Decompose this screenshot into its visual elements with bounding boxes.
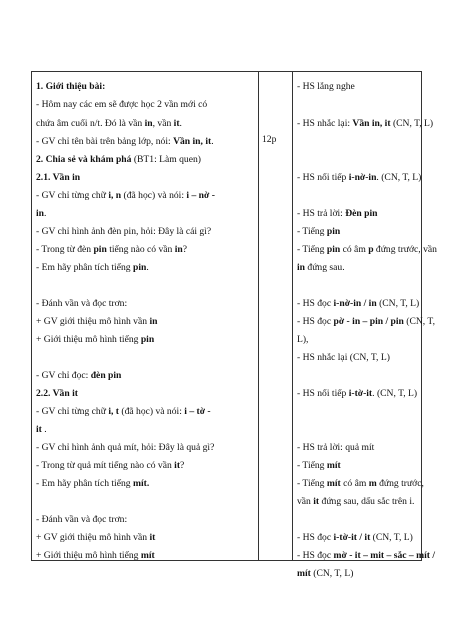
text-line xyxy=(36,153,201,166)
text-run: vần xyxy=(297,496,314,507)
lesson-plan-table xyxy=(31,71,437,579)
text-run: có âm xyxy=(340,478,369,489)
text-line xyxy=(36,315,157,328)
text-run: - HS đọc xyxy=(297,532,334,543)
text-run: (đã học) và nói: xyxy=(121,190,187,201)
text-run: - HS đọc xyxy=(297,550,334,561)
text-run: - HS lắng nghe xyxy=(297,81,355,92)
text-run: đứng sau, dấu sắc trên i. xyxy=(319,496,415,507)
text-line xyxy=(36,333,154,346)
text-line xyxy=(36,459,184,472)
text-line xyxy=(297,225,340,238)
text-run: - Tiếng xyxy=(297,244,327,255)
text-run: - HS đọc xyxy=(297,316,334,327)
text-line xyxy=(36,171,80,184)
bold-text: pin xyxy=(326,244,341,255)
text-run: - Trong từ đèn xyxy=(36,244,94,255)
text-line xyxy=(36,261,149,274)
bold-text: pờ - in – pin / pin xyxy=(333,316,404,327)
text-line xyxy=(297,243,437,256)
text-line xyxy=(36,189,215,202)
text-run: (CN, T, L) xyxy=(310,568,354,579)
text-run: - HS đọc xyxy=(297,298,334,309)
text-line xyxy=(36,369,121,382)
bold-text: it xyxy=(36,424,42,435)
bold-text: in xyxy=(149,316,158,327)
text-run: ? xyxy=(180,460,185,471)
bold-text: i, t xyxy=(108,406,119,417)
bold-text: Đèn pin xyxy=(345,208,378,219)
text-run: . (CN, T, L) xyxy=(372,388,418,399)
text-run: - HS nhắc lại (CN, T, L) xyxy=(297,352,390,363)
text-run: đứng trước, vần xyxy=(373,244,437,255)
text-run: (CN, T, L) xyxy=(376,298,420,309)
text-run: - Em hãy phân tích tiếng xyxy=(36,478,133,489)
bold-text: i – tờ - xyxy=(184,406,211,417)
bold-text: p xyxy=(368,244,374,255)
text-run: - GV chỉ tên bài trên bảng lớp, nói: xyxy=(36,136,174,147)
bold-text: in xyxy=(144,118,153,129)
bold-text: mít. xyxy=(132,478,150,489)
text-line xyxy=(297,567,353,580)
text-line xyxy=(36,549,155,562)
text-run: + GV giới thiệu mô hình vần xyxy=(36,532,150,543)
bold-text: i-nờ-in / in xyxy=(333,298,377,309)
text-run: ? xyxy=(182,244,188,255)
text-run: - HS trả lời: quả mít xyxy=(297,442,375,453)
text-run: . xyxy=(44,208,47,219)
text-run: (CN, T, L) xyxy=(370,532,413,543)
bold-text: 1. Giới thiệu bài: xyxy=(36,81,106,92)
text-line xyxy=(36,405,211,418)
text-line xyxy=(297,333,308,346)
text-run: . xyxy=(146,262,149,273)
text-line xyxy=(297,261,345,274)
text-line xyxy=(297,495,414,508)
column-divider xyxy=(292,72,293,560)
bold-text: 2.2. Vần it xyxy=(36,388,78,399)
text-line xyxy=(36,531,155,544)
text-line xyxy=(36,117,182,130)
text-run: - GV chỉ hình ảnh quả mít, hỏi: Đây là quả gì? xyxy=(36,442,215,453)
bold-text: i-nờ-in xyxy=(348,172,377,183)
text-run: (BT1: Làm quen) xyxy=(131,154,201,165)
bold-text: m xyxy=(368,478,377,489)
text-run: tiếng nào có vần xyxy=(106,244,175,255)
text-run: - HS nhắc lại: xyxy=(297,118,353,129)
bold-text: mờ - it – mit – sắc – mít / xyxy=(333,550,436,561)
bold-text: Vần in, it xyxy=(352,118,391,129)
text-run: - Em hãy phân tích tiếng xyxy=(36,262,133,273)
text-run: - HS nối tiếp xyxy=(297,172,349,183)
bold-text: i-tờ-it xyxy=(348,388,373,399)
text-run: . xyxy=(41,424,47,435)
text-line xyxy=(36,135,214,148)
text-line xyxy=(297,117,433,130)
bold-text: i-tờ-it / it xyxy=(333,532,371,543)
text-run: - Tiếng xyxy=(297,460,327,471)
text-line xyxy=(297,171,421,184)
text-run: - Đánh vần và đọc trơn: xyxy=(36,298,128,309)
text-run: + Giới thiệu mô hình tiếng xyxy=(36,550,141,561)
text-run: . xyxy=(179,118,182,129)
bold-text: mít xyxy=(326,478,341,489)
text-run: - HS trả lời: xyxy=(297,208,346,219)
bold-text: it xyxy=(149,532,156,543)
bold-text: in xyxy=(174,244,183,255)
text-line xyxy=(36,297,127,310)
text-run: đứng sau. xyxy=(305,262,345,273)
bold-text: i, n xyxy=(108,190,122,201)
text-line xyxy=(36,387,78,400)
bold-text: it xyxy=(174,460,181,471)
text-line xyxy=(297,80,355,93)
bold-text: 2. Chia sẻ và khám phá xyxy=(36,154,132,165)
bold-text: mít xyxy=(297,568,311,579)
text-line xyxy=(36,513,127,526)
text-run: - GV chỉ đọc: xyxy=(36,370,91,381)
text-line xyxy=(36,98,207,111)
text-line xyxy=(297,477,424,490)
bold-text: đèn pin xyxy=(90,370,122,381)
bold-text: pin xyxy=(93,244,107,255)
bold-text: Vần in, it xyxy=(173,136,212,147)
text-line xyxy=(297,441,374,454)
text-run: + Giới thiệu mô hình tiếng xyxy=(36,334,141,345)
text-run: - Tiếng xyxy=(297,478,327,489)
text-run: (đã học) và nói: xyxy=(118,406,185,417)
text-line xyxy=(297,297,419,310)
text-run: - GV chỉ từng chữ xyxy=(36,190,109,201)
text-run: (CN, T, xyxy=(403,316,435,327)
text-line xyxy=(36,441,214,454)
time-label: 12p xyxy=(262,134,277,145)
text-line xyxy=(36,477,149,490)
text-run: L), xyxy=(297,334,309,345)
text-run: , vần xyxy=(152,118,174,129)
bold-text: pin xyxy=(140,334,155,345)
text-run: - Tiếng xyxy=(297,226,327,237)
text-run: . xyxy=(211,136,214,147)
bold-text: 2.1. Vần in xyxy=(36,172,81,183)
text-run: - Hôm nay các em sẽ được học 2 vần mới có xyxy=(36,99,208,110)
bold-text: in xyxy=(297,262,306,273)
text-run: có âm xyxy=(340,244,369,255)
text-run: - Đánh vần và đọc trơn: xyxy=(36,514,128,525)
text-line xyxy=(36,225,211,238)
text-run: + GV giới thiệu mô hình vần xyxy=(36,316,150,327)
bold-text: it xyxy=(313,496,320,507)
text-line xyxy=(297,351,390,364)
text-line xyxy=(36,423,47,436)
text-line xyxy=(297,459,341,472)
text-run: - GV chỉ từng chữ xyxy=(36,406,109,417)
column-divider xyxy=(258,72,259,560)
text-line xyxy=(297,387,417,400)
text-line xyxy=(36,243,187,256)
bold-text: mít xyxy=(326,460,341,471)
bold-text: i – nờ - xyxy=(186,190,215,201)
bold-text: it xyxy=(173,118,180,129)
text-line xyxy=(36,80,105,93)
text-run: . (CN, T, L) xyxy=(376,172,422,183)
text-line xyxy=(36,207,46,220)
bold-text: pin xyxy=(326,226,341,237)
text-run: - GV chỉ hình ảnh đèn pin, hỏi: Đây là cái gì? xyxy=(36,226,212,237)
bold-text: mít xyxy=(140,550,155,561)
text-line xyxy=(297,207,378,220)
text-run: chứa âm cuối n/t. Đó là vần xyxy=(36,118,145,129)
text-run: đứng trước, xyxy=(376,478,424,489)
text-run: - HS nối tiếp xyxy=(297,388,349,399)
text-line xyxy=(297,531,413,544)
text-line xyxy=(297,315,435,328)
bold-text: in xyxy=(36,208,45,219)
text-line xyxy=(297,549,435,562)
text-run: (CN, T, L) xyxy=(390,118,434,129)
bold-text: pin xyxy=(132,262,147,273)
text-run: - Trong từ quả mít tiếng nào có vần xyxy=(36,460,175,471)
